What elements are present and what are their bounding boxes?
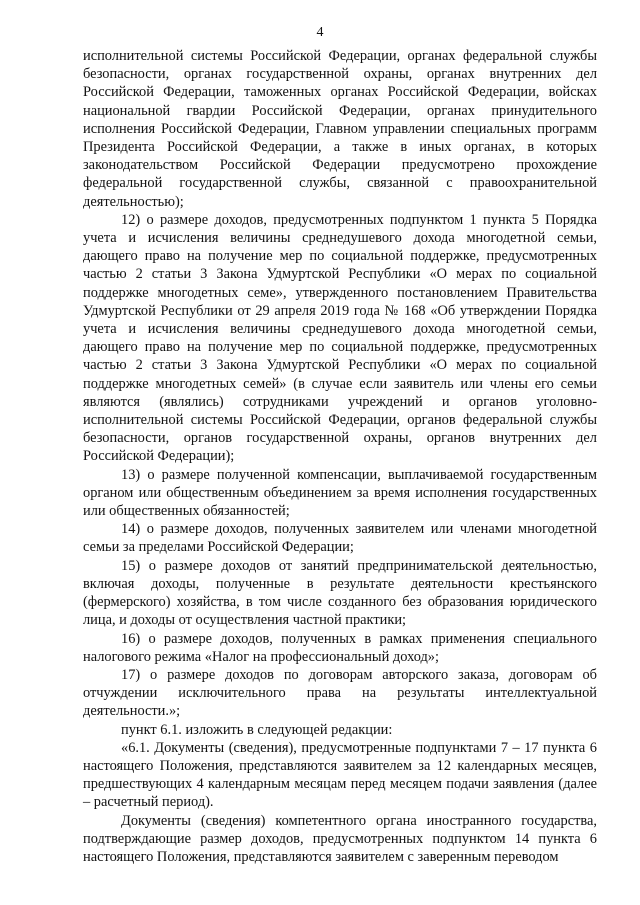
paragraph-6-1: «6.1. Документы (сведения), предусмотренные подпунктами 7 – 17 пункта 6 настоящего Положения, представляются заявителем за 12 календарных месяцев, предшествующих 4 календарным месяцам перед месяцем подачи заявления (далее – расчетный период). bbox=[83, 739, 597, 811]
page-number: 4 bbox=[316, 25, 324, 40]
paragraph-continuation: исполнительной системы Российской Федерации, органах федеральной службы безопасности, органах государственной охраны, органах внутренних дел Российской Федерации, таможенных органах Российской Федерации, войсках национальной гвардии Российской Федерации, органах принудительного исполнения Российской Федерации, Главном управлении специальных программ Президента Российской Федерации, а также в иных органах, в которых законодательством Российской Федерации предусмотрено прохождение федеральной государственной службы, связанной с правоохранительной деятельностью); bbox=[83, 48, 597, 210]
paragraph-item-17: 17) о размере доходов по договорам авторского заказа, договорам об отчуждении исключительного права на результаты интеллектуальной деятельности.»; bbox=[83, 666, 597, 720]
paragraph-item-14: 14) о размере доходов, полученных заявителем или членами многодетной семьи за пределами Российской Федерации; bbox=[83, 521, 597, 556]
paragraph-item-16: 16) о размере доходов, полученных в рамках применения специального налогового режима «Налог на профессиональный доход»; bbox=[83, 630, 597, 665]
paragraph-item-13: 13) о размере полученной компенсации, выплачиваемой государственным органом или общественным объединением за время исполнения государственных или общественных обязанностей; bbox=[83, 466, 597, 520]
paragraph-item-15: 15) о размере доходов от занятий предпринимательской деятельностью, включая доходы, полученные в результате деятельности крестьянского (фермерского) хозяйства, в том числе созданного без образования юридического лица, и доходы от осуществления частной практики; bbox=[83, 557, 597, 629]
document-body bbox=[83, 47, 597, 866]
paragraph-foreign-documents: Документы (сведения) компетентного органа иностранного государства, подтверждающие размер доходов, предусмотренных подпунктом 14 пункта 6 настоящего Положения, представляются заявителем с заверенным переводом bbox=[83, 812, 597, 865]
paragraph-amendment-intro: пункт 6.1. изложить в следующей редакции: bbox=[121, 721, 393, 738]
paragraph-item-12: 12) о размере доходов, предусмотренных подпунктом 1 пункта 5 Порядка учета и исчисления величины среднедушевого дохода многодетной семьи, дающего право на получение мер по социальной поддержке, предусмотренных частью 2 статьи 3 Закона Удмуртской Республики «О мерах по социальной поддержке многодетных семе», утвержденного постановлением Правительства Удмуртской Республики от 29 апреля 2019 года № 168 «Об утверждении Порядка учета и исчисления величины среднедушевого дохода многодетной семьи, дающего право на получение мер по социальной поддержке, предусмотренных частью 2 статьи 3 Закона Удмуртской Республики «О мерах по социальной поддержке многодетных семей» (в случае если заявитель или члены его семьи являются (являлись) сотрудниками учреждений и органов уголовно-исполнительной системы Российской Федерации, органов федеральной службы безопасности, органов государственной охраны, органов внутренних дел Российской Федерации); bbox=[83, 211, 597, 465]
